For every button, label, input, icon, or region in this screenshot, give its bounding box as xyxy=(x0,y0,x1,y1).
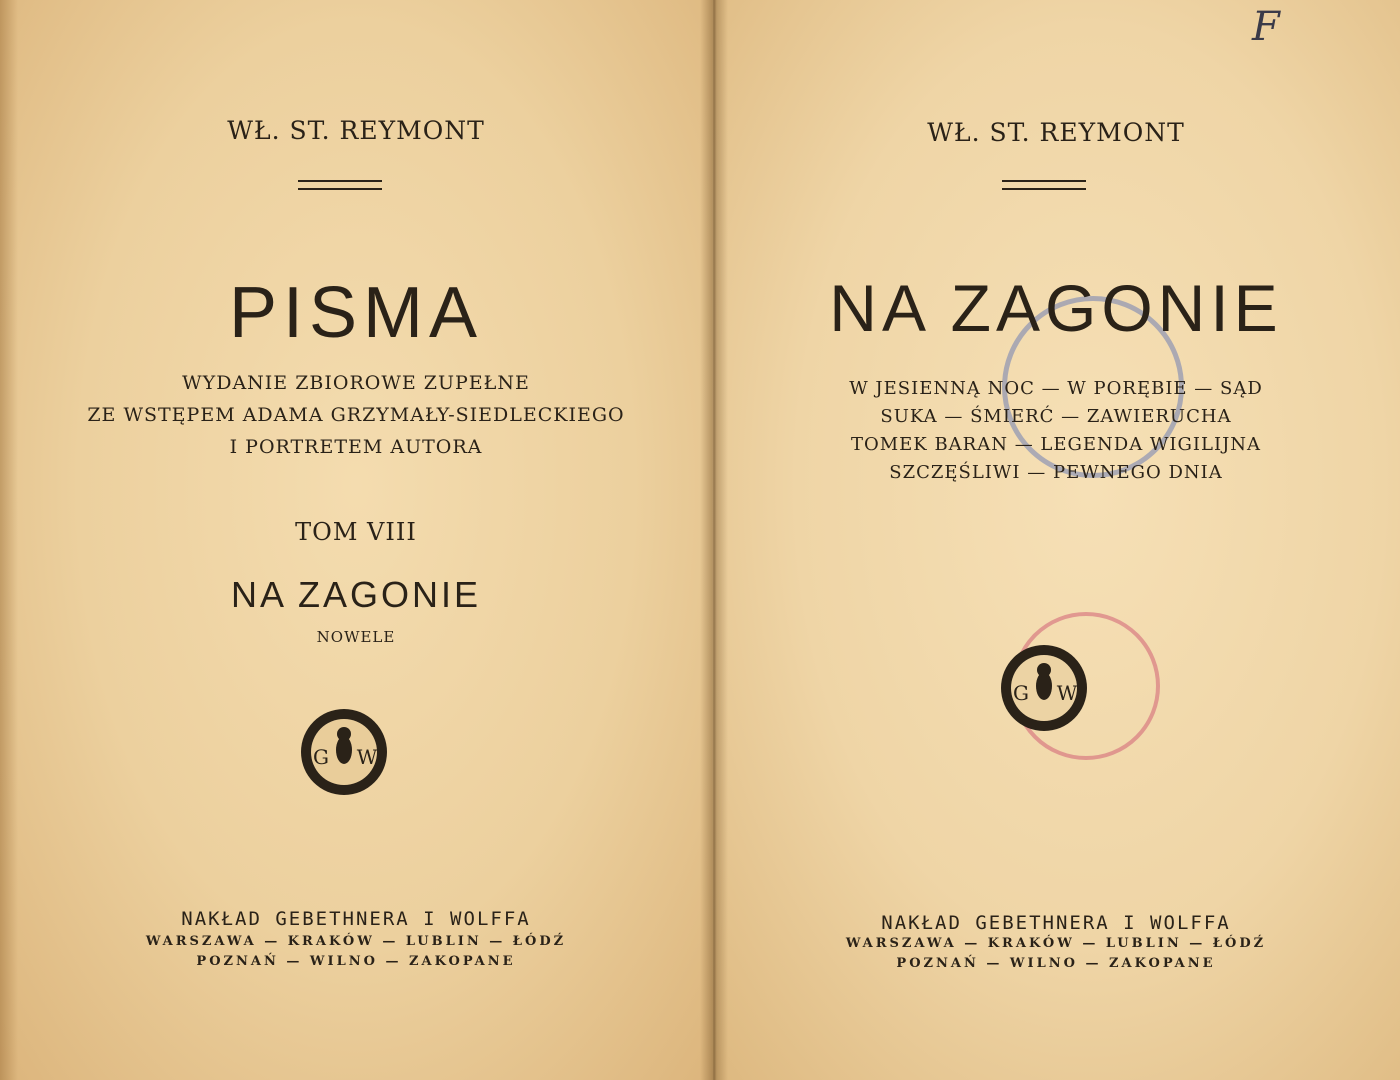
left-genre: NOWELE xyxy=(316,628,396,646)
right-contents-line-2: SUKA — ŚMIERĆ — ZAWIERUCHA xyxy=(880,406,1232,427)
right-double-rule xyxy=(1002,180,1086,190)
right-title-page xyxy=(712,0,1400,1080)
right-contents-line-3: TOMEK BARAN — LEGENDA WIGILIJNA xyxy=(850,434,1262,455)
right-title: NA ZAGONIE xyxy=(829,271,1283,345)
right-publisher: NAKŁAD GEBETHNERA I WOLFFA xyxy=(881,912,1231,934)
left-author: WŁ. ST. REYMONT xyxy=(227,116,485,145)
left-subtitle-line-3: I PORTRETEM AUTORA xyxy=(229,436,483,458)
right-cities-1: WARSZAWA — KRAKÓW — LUBLIN — ŁÓDŹ xyxy=(845,936,1267,951)
left-title: PISMA xyxy=(228,273,484,353)
left-double-rule xyxy=(298,180,382,190)
right-contents-line-1: W JESIENNĄ NOC — W PORĘBIE — SĄD xyxy=(849,378,1263,399)
left-subtitle-line-2: ZE WSTĘPEM ADAMA GRZYMAŁY-SIEDLECKIEGO xyxy=(87,404,625,426)
left-cities-1: WARSZAWA — KRAKÓW — LUBLIN — ŁÓDŹ xyxy=(145,934,567,949)
publisher-logo-right xyxy=(998,642,1090,734)
logo-letter-g: G xyxy=(313,745,329,769)
handwritten-mark: F xyxy=(1252,4,1280,50)
right-cities-2: POZNAŃ — WILNO — ZAKOPANE xyxy=(896,956,1216,971)
left-cities-2: POZNAŃ — WILNO — ZAKOPANE xyxy=(196,954,516,969)
right-author: WŁ. ST. REYMONT xyxy=(927,118,1185,147)
left-publisher: NAKŁAD GEBETHNERA I WOLFFA xyxy=(181,908,531,930)
left-subtitle-line-1: WYDANIE ZBIOROWE ZUPEŁNE xyxy=(182,372,530,394)
right-contents-line-4: SZCZĘŚLIWI — PEWNEGO DNIA xyxy=(889,462,1223,483)
logo-letter-g-right: G xyxy=(1013,681,1029,705)
logo-letter-w-right: W xyxy=(1056,681,1078,705)
publisher-logo xyxy=(298,706,390,798)
logo-letter-w: W xyxy=(356,745,378,769)
left-volume: TOM VIII xyxy=(295,518,417,546)
book-gutter xyxy=(700,0,728,1080)
left-volume-title: NA ZAGONIE xyxy=(230,574,482,615)
